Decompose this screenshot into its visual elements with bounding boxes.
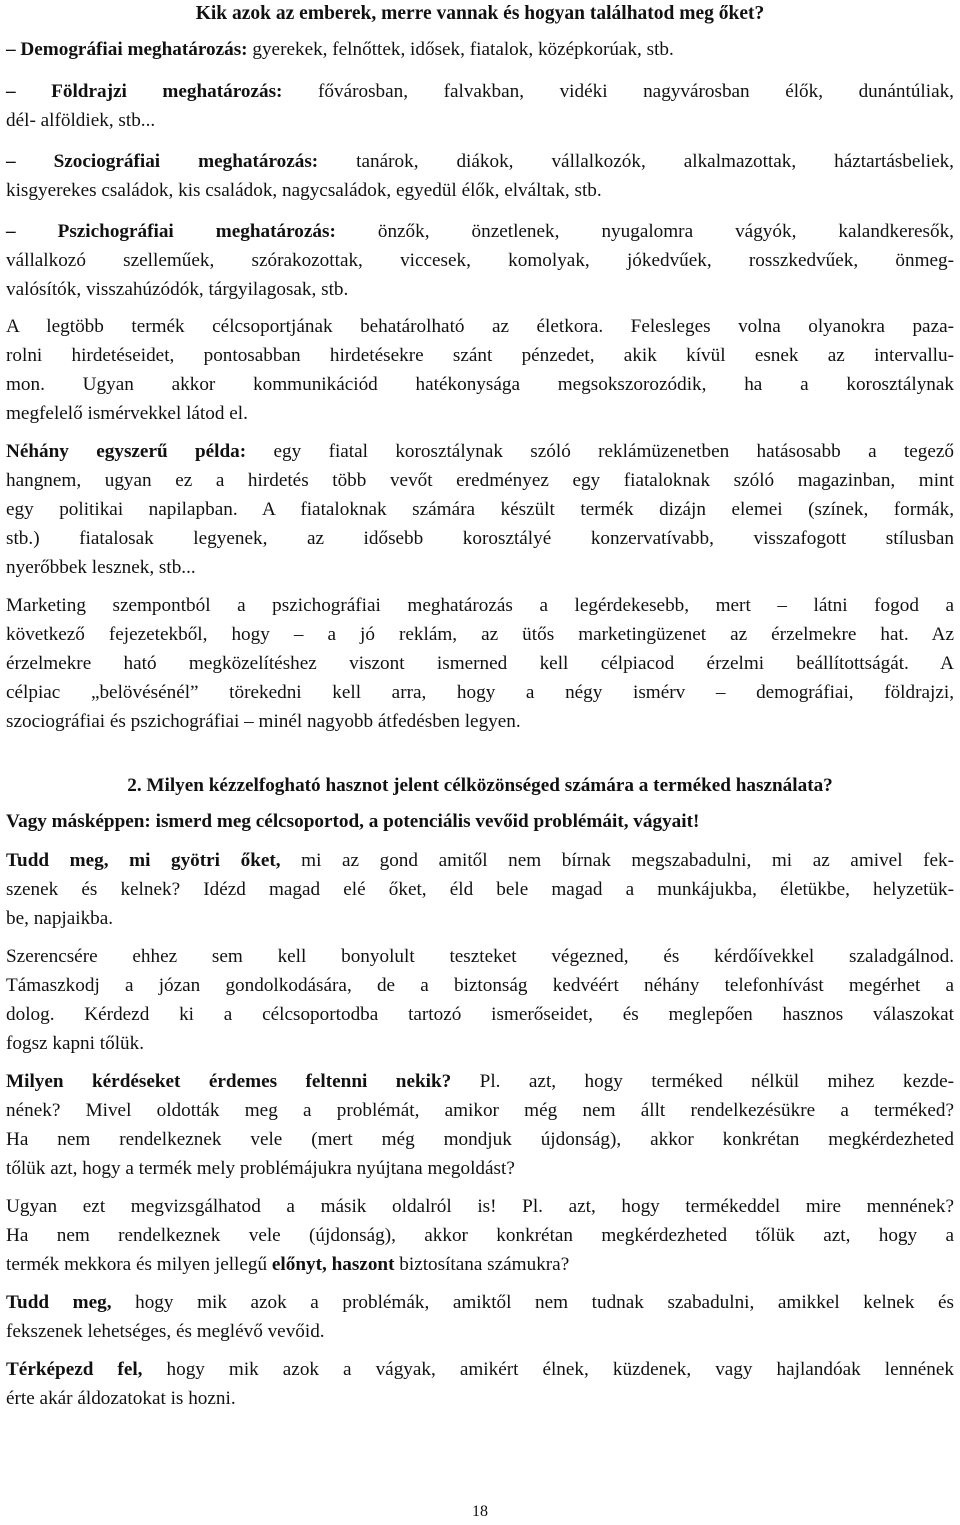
list-item-geographic	[6, 77, 954, 135]
text-line: stb.) fiatalosak legyenek, az idősebb korosztályé konzervatívabb, visszafogott stílusban	[6, 528, 954, 549]
list-item-psychographic	[6, 217, 954, 304]
item-label: – Földrajzi meghatározás:	[6, 81, 283, 102]
paragraph-questions	[6, 1067, 954, 1183]
bold-lead: Milyen kérdéseket érdemes feltenni nekik?	[6, 1071, 452, 1092]
text-line: szenek és kelnek? Idézd magad elé őket, éld bele magad a munkájukba, életükbe, helyzetük-	[6, 879, 954, 900]
text-line: szociográfiai és pszichográfiai – minél nagyobb átfedésben legyen.	[6, 711, 521, 732]
item-text: gyerekek, felnőttek, idősek, fiatalok, középkorúak, stb.	[247, 39, 674, 60]
text-line: Marketing szempontból a pszichográfiai meghatározás a legérdekesebb, mert – látni fogod a	[6, 595, 954, 616]
item-text-cont: vállalkozó szelleműek, szórakozottak, viccesek, komolyak, jókedvűek, rosszkedvűek, önmeg-	[6, 250, 954, 271]
text-line: érzelmekre ható megközelítéshez viszont ismerned kell célpiacod érzelmi beállítottságát. A	[6, 653, 954, 674]
text-line: célpiac „belövésénél” törekedni kell arra, hogy a négy ismérv – demográfiai, földrajzi,	[6, 682, 954, 703]
section-title: Kik azok az emberek, merre vannak és hogyan találhatod meg őket?	[195, 3, 765, 24]
bold-lead: Tudd meg, mi gyötri őket,	[6, 850, 281, 871]
text-line: mon. Ugyan akkor kommunikációd hatékonysága megsokszorozódik, ha a korosztálynak	[6, 374, 954, 395]
item-text-cont: valósítók, visszahúzódók, tárgyilagosak, stb.	[6, 279, 349, 300]
item-text: tanárok, diákok, vállalkozók, alkalmazottak, háztartásbeliek,	[318, 151, 954, 172]
document-page	[6, 0, 954, 1413]
paragraph-find-out	[6, 1288, 954, 1346]
text-line: nének? Mivel oldották meg a problémát, amikor még nem állt rendelkezésükre a terméked?	[6, 1100, 954, 1121]
text-line: tőlük azt, hogy a termék mely problémájukra nyújtana megoldást?	[6, 1158, 515, 1179]
bold-run: előnyt, haszont	[271, 1254, 395, 1275]
text-line: rolni hirdetéseidet, pontosabban hirdetésekre szánt pénzedet, akik kívül esnek az intervallu-	[6, 345, 954, 366]
text-run: hogy mik azok a problémák, amiktől nem tudnak szabadulni, amikkel kelnek és	[111, 1292, 954, 1313]
text-line: Ha nem rendelkeznek vele (mert még mondjuk újdonság), akkor konkrétan megkérdezheted	[6, 1129, 954, 1150]
text-line: Ugyan ezt megvizsgálhatod a másik oldalról is! Pl. azt, hogy termékeddel mire mennének?	[6, 1196, 954, 1217]
item-label: – Pszichográfiai meghatározás:	[6, 221, 336, 242]
text-run: egy fiatal korosztálynak szóló reklámüzenetben hatásosabb a tegező	[246, 441, 955, 462]
text-line: egy politikai napilapban. A fiataloknak számára készült termék dizájn elemei (színek, formák,	[6, 499, 954, 520]
text-line: A legtöbb termék célcsoportjának behatárolható az életkora. Felesleges volna olyanokra paza-	[6, 316, 954, 337]
item-text: fővárosban, falvakban, vidéki nagyvárosban élők, dunántúliak,	[282, 81, 954, 102]
text-run: hogy mik azok a vágyak, amikért élnek, küzdenek, vagy hajlandóak lennének	[142, 1359, 954, 1380]
text-line: megfelelő ismérvekkel látod el.	[6, 403, 248, 424]
text-line: érte akár áldozatokat is hozni.	[6, 1388, 236, 1409]
item-text: önzők, önzetlenek, nyugalomra vágyók, kalandkeresők,	[335, 221, 954, 242]
list-item-sociographic	[6, 147, 954, 205]
text-line: nyerőbbek lesznek, stb...	[6, 557, 196, 578]
item-label: – Szociográfiai meghatározás:	[6, 151, 319, 172]
paragraph-examples	[6, 437, 954, 582]
item-label: – Demográfiai meghatározás:	[6, 39, 248, 60]
text-line: fogsz kapni tőlük.	[6, 1033, 145, 1054]
section-heading-2: 2. Milyen kézzelfogható hasznot jelent célközönséged számára a terméked használata?	[127, 775, 833, 796]
text-line: dolog. Kérdezd ki a célcsoportodba tartozó ismerőseidet, és meglepően hasznos válaszokat	[6, 1004, 954, 1025]
text-line: Szerencsére ehhez sem kell bonyolult teszteket végezned, és kérdőívekkel szaladgálnod.	[6, 946, 954, 967]
paragraph-marketing	[6, 591, 954, 736]
paragraph-luckily	[6, 942, 954, 1058]
text-run: Pl. azt, hogy terméked nélkül mihez kezde-	[451, 1071, 955, 1092]
bold-lead: Térképezd fel,	[6, 1359, 143, 1380]
text-line: hangnem, ugyan ez a hirdetés több vevőt eredményez egy fiataloknak szóló magazinban, mint	[6, 470, 954, 491]
page-number: 18	[472, 1503, 488, 1520]
text-line: be, napjaikba.	[6, 908, 114, 929]
item-text-cont: kisgyerekes családok, kis családok, nagycsaládok, egyedül élők, elváltak, stb.	[6, 180, 602, 201]
text-run: biztosítana számukra?	[394, 1254, 570, 1275]
paragraph-age	[6, 312, 954, 428]
list-item-demographic	[6, 35, 954, 64]
item-text-cont: dél- alföldiek, stb...	[6, 110, 156, 131]
bold-lead: Tudd meg,	[6, 1292, 112, 1313]
paragraph-other-side	[6, 1192, 954, 1279]
section-subheading: Vagy másképpen: ismerd meg célcsoportod, a potenciális vevőid problémáit, vágyait!	[6, 811, 700, 832]
text-line: következő fejezetekből, hogy – a jó reklám, az ütős marketingüzenet az érzelmekre hat. Az	[6, 624, 954, 645]
bold-lead: Néhány egyszerű példa:	[6, 441, 247, 462]
text-line: Ha nem rendelkeznek vele (újdonság), akkor konkrétan megkérdezheted tőlük azt, hogy a	[6, 1225, 954, 1246]
text-line: fekszenek lehetséges, és meglévő vevőid.	[6, 1321, 325, 1342]
paragraph-pain	[6, 846, 954, 933]
text-line: Támaszkodj a józan gondolkodására, de a biztonság kedvéért néhány telefonhívást megérhet a	[6, 975, 954, 996]
paragraph-map	[6, 1355, 954, 1413]
text-run: mi az gond amitől nem bírnak megszabadulni, mi az amivel fek-	[280, 850, 954, 871]
text-run: termék mekkora és milyen jellegű	[6, 1254, 272, 1275]
